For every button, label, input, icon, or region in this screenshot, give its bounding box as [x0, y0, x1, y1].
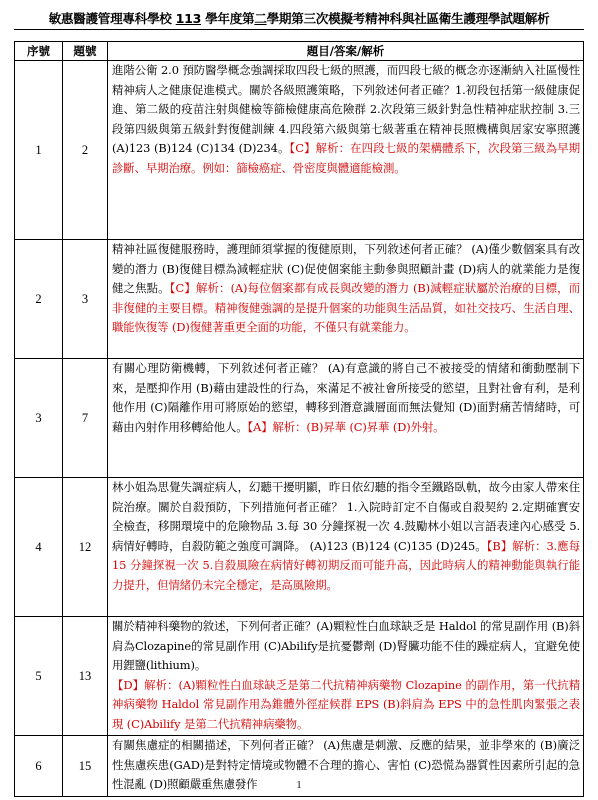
column-header-serial: 序號 — [15, 42, 63, 61]
answer-explanation: 【A】解析：(B)昇華 (C)昇華 (D)外射。 — [247, 419, 445, 434]
content-cell — [108, 617, 584, 736]
question-text: 精神社區復健服務時，護理師須掌握的復健原則，下列敘述何者正確？ (A)僅少數個案具有改變的潛力 (B)復健目標為減輕症狀 (C)促使個案能主動參與照顧計畫 (D)病人的就業能力是復健之焦點。 — [112, 242, 580, 296]
answer-explanation: 【D】解析：(A)顆粒性白血球缺乏是第二代抗精神病藥物 Clozapine 的副作用，第一代抗精神病藥物 Haldol 常見副作用為錐體外徑症候群 EPS (B)斜肩為 EPS 中的急性肌肉緊張之表現 (C)Abilify 是第二代抗精神病藥物。 — [112, 677, 580, 731]
table-row — [15, 617, 584, 736]
question-number-cell: 7 — [63, 359, 108, 478]
page-title — [0, 8, 598, 27]
column-header-content: 題目/答案/解析 — [108, 42, 584, 61]
question-number-cell: 12 — [63, 478, 108, 617]
question-text: 關於精神科藥物的敘述，下列何者正確？(A)顆粒性白血球缺乏是 Haldol 的常見副作用 (B)斜肩為Clozapine的常見副作用 (C)Abilify是抗憂鬱劑 (D)腎臟功能不佳的躁症病人，宜避免使用鋰鹽(lithium)。 — [112, 619, 580, 673]
question-number-cell: 3 — [63, 240, 108, 359]
serial-cell: 5 — [15, 617, 63, 736]
title-rest: 次模擬考精神科與社區衛生護理學試題解析 — [315, 11, 550, 26]
table-row — [15, 359, 584, 478]
serial-cell: 6 — [15, 736, 63, 797]
table-row — [15, 61, 584, 240]
serial-cell: 2 — [15, 240, 63, 359]
answer-explanation: 【C】解析：在四段七級的架構體系下，次段第三級為早期診斷、早期治療。例如：篩檢癌症、骨密度與體適能檢測。 — [112, 141, 580, 175]
question-text: 進階公衛 2.0 預防醫學概念強調採取四段七級的照護，而四段七級的概念亦逐漸納入社區慢性精神病人之健康促進模式。關於各級照護策略，下列敘述何者正確？1.初段包括第一級健康促進、第二級的疫苗注射與健檢等篩檢健康高危險群 2.次段第三級針對急性精神症狀控制 3.三段第四級與第五級針對復健訓練 4.四段第六級與第七級著重在精神長照機構與居家安寧照護 (A)123 (B)124 (C)134 (D)234。 — [112, 63, 580, 156]
table-row — [15, 240, 584, 359]
question-number-cell: 13 — [63, 617, 108, 736]
column-header-question-number: 題號 — [63, 42, 108, 61]
question-number-cell: 2 — [63, 61, 108, 240]
academic-year: 113 — [175, 11, 202, 26]
content-cell — [108, 359, 584, 478]
content-cell — [108, 61, 584, 240]
question-text: 有關焦慮症的相關描述，下列何者正確？ (A)焦慮是刺激、反應的結果，並非學來的 (B)廣泛性焦慮疾患(GAD)是對特定情境或物體不合理的擔心、害怕 (C)恐慌為器質性因素所引起的急性混亂 (D)照顧嚴重焦慮發作 — [112, 738, 580, 792]
semester-number: 二 — [254, 11, 267, 26]
answer-explanation: 【C】解析：(A)每位個案都有成長與改變的潛力 (B)減輕症狀屬於治療的目標，而非復健的主要目標。精神復健強調的是提升個案的功能與生活品質，如社交技巧、生活自理、職能恢復等 (D)復健著重更全面的功能，不僅只有就業能力。 — [112, 281, 580, 335]
question-number-cell: 15 — [63, 736, 108, 797]
table-row — [15, 478, 584, 617]
school-name: 敏惠醫護管理專科學校 — [48, 11, 172, 26]
content-cell — [108, 240, 584, 359]
table-header-row — [15, 42, 584, 61]
content-cell — [108, 478, 584, 617]
serial-cell: 1 — [15, 61, 63, 240]
answer-explanation: 【B】解析：3.應每 15 分鐘探視一次 5.自殺風險在病情好轉初期反而可能升高，因此時病人的精神動能與執行能力提升，但情緒仍未完全穩定，是高風險期。 — [112, 538, 580, 592]
page-number: 1 — [296, 780, 302, 791]
semester-suffix: 學期第 — [266, 11, 304, 26]
header-divider — [14, 29, 584, 30]
qa-table — [14, 41, 584, 797]
serial-cell: 4 — [15, 478, 63, 617]
question-text: 有關心理防衛機轉，下列敘述何者正確？ (A)有意識的將自己不被接受的情緒和衝動壓制下來，是壓抑作用 (B)藉由建設性的行為，來滿足不被社會所接受的慾望，且對社會有利，是利他作用 (C)隔離作用可將原始的慾望，轉移到潛意識層面而無法覺知 (D)面對痛苦情緒時，可藉由內射作用移轉給他人。 — [112, 361, 580, 434]
exam-number: 三 — [303, 11, 316, 26]
question-text: 林小姐為思覺失調症病人，幻聽干擾明顯，昨日依幻聽的指令至鐵路臥軌，故今由家人帶來住院治療。關於自殺預防，下列措施何者正確？ 1.入院時訂定不自傷或自殺契約 2.定期確實安全檢查，移開環境中的危險物品 3.每 30 分鐘探視一次 4.鼓勵林小姐以言語表達內心感受 5.病情好轉時，自殺防範之強度可調降。 (A)123 (B)124 (C)135 (D)245。 — [112, 480, 580, 553]
year-suffix: 學年度第 — [205, 11, 255, 26]
serial-cell: 3 — [15, 359, 63, 478]
